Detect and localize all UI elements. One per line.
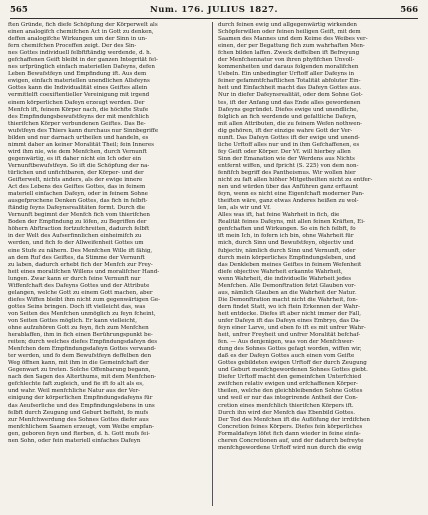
text-line: mit allen Attributen, die zu feinem Wefen nothwen- — [218, 120, 363, 127]
text-line: Dafeyns gegründet. Diefes ewige und unendliche, — [218, 106, 359, 113]
text-line: Geifterwelt, nichts anders, als der ewige innere — [8, 177, 143, 184]
text-line: Realität feines Dafeyns, mit allen feinen Kräften, Ei- — [218, 219, 365, 226]
text-line: ewigen, einfach materiellen unendlichen Allsfeyns — [8, 78, 150, 85]
text-line: len, als wir und Vf. — [218, 205, 271, 212]
text-line: einen, der per Begattung fich zum wahrhaften Men- — [218, 43, 365, 50]
text-line: Concretion feines Körpers. Diefes fein körperliches — [218, 423, 363, 430]
text-line: gelangen, welche Gott zu einem Gott machen, aber — [8, 289, 153, 296]
text-line: mich, durch Sinn und Bewufstfeyn, objectiv und — [218, 240, 354, 247]
text-line: zu laben, dadurch erhebt fich der Menfch zur Frey- — [8, 261, 153, 268]
text-line: wufstfeyn des Thiers kann durchaus nur Sinnbegriffe — [8, 127, 159, 134]
text-line: Alles was ift, hat feine Wahrheit in fich, die — [218, 212, 340, 219]
text-line: Leben Bewufstfeyn und Empfindung ift. Aus dem — [8, 71, 147, 78]
text-line: diefe objective Wahrheit erkannte Wahrheit, — [218, 268, 343, 275]
text-line: und wahr. Weil menfchliche Natur aus der Ver- — [8, 388, 141, 395]
text-line: und weil er nur das integrirende Antheil der Con- — [218, 395, 358, 402]
text-line: cretion eines menfchlich thierifchen Körpers ift. — [218, 402, 354, 409]
text-line: daß es der Dafeyn Gottes auch einen vom Geifte — [218, 353, 355, 360]
text-line: dung des Sohnes Gottes gefagt worden, wiffen wir, — [218, 346, 362, 353]
text-line: fen. — Aus denjenigen, was von der Menfchwer- — [218, 339, 355, 346]
text-line: eine Stufe zu nähern. Des Menfchen Wille ift fähig, — [8, 247, 153, 254]
text-line: Sinn der Emanation wie der Werdens aus Nichts — [218, 155, 355, 162]
page-header — [10, 4, 418, 19]
text-line: Gegenwart zu treten. Solche Offenbarung begann, — [8, 367, 151, 374]
text-line: höhern Abftraction fortzufchreiten, dadurch felbft — [8, 226, 150, 233]
text-line: gefchlechte faft zugleich, und fie ift fo alt als es, — [8, 381, 144, 388]
text-line: liche Urftoff alles nur und in ihm Gefchaffenen, es — [218, 141, 360, 148]
text-line: der Menfchennatur von ihren phyfifchen Unvoll- — [218, 57, 355, 64]
text-line: reiten; durch welches diefes Empfindungsdafeyn des — [8, 339, 158, 346]
text-line: ohne aufzuhören Gott zu feyn, fich zum Menfchen — [8, 325, 149, 332]
text-line: Nur in diefer Dafeynsrealität, oder dem Sohne Got- — [218, 92, 363, 99]
text-line: feiner gefammtfchaftlichen Totalität abfoluter Ein- — [218, 78, 361, 85]
text-line: zwifchen relativ ewigen und erfchaffenen Körper- — [218, 381, 358, 388]
text-line: ift mein Ich, in fofern ich bin, ohne Wahrheit für — [218, 233, 354, 240]
text-line: feyn, wenn es nicht eine Eigenfchaft moderner Pan- — [218, 191, 364, 198]
text-line: nen Sohn, oder fein materiell einfaches Dafeyn — [8, 437, 141, 444]
text-line: folglich an fich werdende und gefaltliche Dafeyn, — [218, 113, 357, 120]
text-line: ften Gründe, fich diefe Schöpfung der Körperwelt als — [8, 22, 158, 28]
text-line: Durch ihn wird der Menfch das Ebenbild Gottes. — [218, 409, 356, 416]
text-line: vermittelft coexiftentieller Vereinigung mit irgend — [8, 92, 150, 99]
text-line: fenfifch begriff des Pantheismus. Wir wollen hier — [218, 169, 356, 176]
text-line: ausgefprochene Denken Gottes, das fich in felbft- — [8, 198, 148, 205]
text-line: wird ihm nie, wie dem Menfchen, durch Vernunft — [8, 148, 147, 155]
text-line: Vernunft begimnt der Menfch fich vom thierifchen — [8, 212, 150, 219]
text-line: diefes Wiffen bleibt ihm nicht zum gegenwärtigen Ge- — [8, 296, 161, 303]
text-line: in der Welt des Aufserfinnlichen einheimifch zu — [8, 233, 142, 240]
text-line: deffen analogifche Wirkungen um der Sinn in un- — [8, 36, 147, 43]
text-line: nicht zu faft allen hiöher Mitgetheilten nicht zu entfer- — [218, 177, 373, 184]
text-line: cheren Concretionen auf, und der dadurch befreyte — [218, 437, 364, 444]
text-line: das Aeufserliche und des Empfindungslebens in uns — [8, 402, 155, 409]
text-line: ftändig feyns Dafeynsrealitäten formt. Durch die — [8, 205, 146, 212]
text-line: Menfch ift, feinem Körper nach, die höchfte Stufe — [8, 106, 149, 113]
text-line: Gottes kann die Individualität eines Geiftes allein — [8, 85, 148, 92]
text-line: kommenheiten und daraus folgenden moralifchen — [218, 64, 359, 71]
left-column — [8, 22, 206, 506]
text-line: herablaffen, ihm in fich einen Berührungspunkt be- — [8, 332, 153, 339]
text-line: fern chemifchen Proceffen zeigt. Der des Sin- — [8, 43, 137, 50]
text-line: Saamen des Mannes und dem Keime des Weibes ver- — [218, 36, 368, 43]
text-line: materiell einfachen Dafeyn, oder in feinem Sohne — [8, 191, 148, 198]
text-line: gen, geboren feyn und fterben, d. h. Gott mufs fei- — [8, 430, 150, 437]
text-line: durch mein körperliches Empfindungsleben, und — [218, 254, 356, 261]
text-line: nach den Sagen des Alterthums, mit dem Menfchen- — [8, 374, 157, 381]
column-divider — [212, 22, 213, 506]
text-line: feyn einer Larve, und eben fo ift es mit unfrer Wahr- — [218, 325, 366, 332]
text-line: des Empfindungsbewufstfeyns der mit menfchlich — [8, 113, 149, 120]
text-line: werden, und fich fo der Allweifenheit Gottes um — [8, 240, 144, 247]
text-line: Vernunftbewufstfeyn. So ift die Schöpfung der na- — [8, 162, 150, 169]
text-line: nimmt daher an keiner Moralität Theil; fein Inneres — [8, 141, 154, 148]
text-line: dig gehören, ift der einzige wahre Gott der Ver- — [218, 127, 353, 134]
text-line: nen und würden über das Anführen ganz erftaunt — [218, 184, 359, 191]
text-line: bilden und nur darnach urtheilen und handeln, es — [8, 134, 149, 141]
text-line: ter werden, und fo dem Bewufstfeyn deffelben den — [8, 353, 152, 360]
text-line: thierifchen Körper verbundenen Geiftes. Das Be- — [8, 120, 146, 127]
text-line: gottes Seins bringen. Doch ift vielleicht das, was — [8, 303, 146, 310]
text-line: wenn Wahrheit, die individuelle Wahrheit jedes — [218, 275, 352, 282]
text-line: Gottes gebildeten ewigen Urftoff der durch Zeugung — [218, 360, 367, 367]
text-line: felbft durch Zeugung und Geburt befteht, fo mufs — [8, 409, 149, 416]
text-line: menfchgewordene Urftoff wird nun durch die ewig — [218, 444, 362, 451]
text-line: lungen. Zwar kann er durch feine Vernunft nur — [8, 275, 141, 282]
text-line: Der Tod des Menfchen ift die Auflöfung der irrdifchen — [218, 416, 370, 423]
issue-title: Num. 176. JULIUS 1827. — [149, 5, 279, 15]
text-line: an dem Ruf des Geiftes, da Stimme der Vernunft — [8, 254, 145, 261]
text-line: Wiffenfchaft des Dafeyns Gottes und der Attribute — [8, 282, 150, 289]
text-line: Act des Lebens des Geiftes Gottes, das in feinem — [8, 184, 146, 191]
text-line: entfernt wiffen, und fpricht (S. 225) von dem non- — [218, 162, 359, 169]
text-line: menfchlichem Saamen erzeugt, vom Weibe empfan- — [8, 423, 154, 430]
text-line: heit, unfrer Freyheit und unfrer Moralität befchaf- — [218, 332, 361, 339]
text-line: gefchaffenen Geift bleibt in der ganzen Integrität feï- — [8, 57, 158, 64]
text-line: einen analogifch chemifchen Act in Gott zu denken, — [8, 29, 154, 36]
text-line: gegenwärtig, es ift daher nicht ein Ich oder ein — [8, 155, 142, 162]
text-line: Menfchen dem Empfindungsdafeyn Gottes verwand- — [8, 346, 156, 353]
page-number-left: 565 — [10, 5, 28, 15]
text-line: fubjectiv, nämlich durch Sinn und Vernunft, oder — [218, 247, 356, 254]
text-line: fchen bilden laffen. Zweck deffelben ift Befreyung — [218, 50, 360, 57]
text-line: einem körperlichen Dafeyn erzeugt werden. Der — [8, 99, 145, 106]
text-line: fey Geift oder Körper. Der Vf. will hierbey allen — [218, 148, 351, 155]
right-column — [218, 22, 416, 506]
text-line: heit entdecke. Diefes ift aber nicht immer der Fall, — [218, 310, 361, 317]
text-line: Menfchen. Alle Demonftration fetzt Glauben vor- — [218, 282, 356, 289]
text-line: von Seiten des Menfchen unmöglich zu feyn fcheint, — [8, 310, 156, 317]
text-line: theiften wäre, ganz etwas Anderes heißen zu wol- — [218, 198, 359, 205]
text-line: dern findet Statt, wo ich ftein Erkennen der Wahr- — [218, 303, 360, 310]
text-line: Schöpferwillen oder feinen heiligen Geift, mit dem — [218, 29, 361, 36]
text-line: genfchaften und Wirkungen. So ein fich felbft, fo — [218, 226, 356, 233]
text-line: das Denkleben meines Geiftes in feinem Wefenheit — [218, 261, 362, 268]
text-line: Diefer Urftoff macht den gemeinfchen Unterfchied — [218, 374, 362, 381]
text-line: nes urfprünglich einfach materiellen Dafeyns, defen — [8, 64, 155, 71]
text-line: nes Gottes individuell felbftftändig werdende, d. h. — [8, 50, 152, 57]
text-line: einigung der körperlichen Empfindungsdafeyns für — [8, 395, 153, 402]
text-line: tes, ift der Anfang und das Ende alles gewordenen — [218, 99, 361, 106]
text-line: aus, nämlich Glauben an die Wahrheit der Natur. — [218, 289, 357, 296]
text-line: nunft. Das Dafeyn Gottes ift der ewige und unend- — [218, 134, 360, 141]
text-line: unfer Dafeyn ift das Dafeyn eines Embryo, das Da- — [218, 317, 361, 324]
text-line: und Geburt menfchgewordenen Sohnes Gottes giebt. — [218, 367, 368, 374]
text-line: durch feinen ewig und allgegenwärtig wirkenden — [218, 22, 358, 28]
text-line: Boden der Empfindung zu löfen, zu Begriffen der — [8, 219, 147, 226]
text-line: heit eines moralifchen Willens und moralifcher Hand- — [8, 268, 160, 275]
text-line: Uebeln. Ein unbedingter Urftoff aller Dafeyns in — [218, 71, 355, 78]
text-line: theilen, welche den gleichbleibenden Sohne Gottes — [218, 388, 363, 395]
page-number-right: 566 — [400, 5, 418, 15]
text-line: türlichen und unfichtbaren, der Körper- und der — [8, 169, 144, 176]
text-line: Weg öffnen kann, mit ihm in die Gemeinfchaft der — [8, 360, 149, 367]
text-line: von Seiten Gottes möglich. Er kann vielleicht, — [8, 317, 138, 324]
text-line: Die Demonftration macht nicht die Wahrheit, fon- — [218, 296, 358, 303]
text-line: heit und Einfachheit macht das Dafeyn Gottes aus. — [218, 85, 362, 92]
text-line: Formaldafeyn löfet fich dann wieder in feine einfa- — [218, 430, 361, 437]
text-line: zur Menfchwerdung des Sohnes Gottes diefer aus — [8, 416, 149, 423]
